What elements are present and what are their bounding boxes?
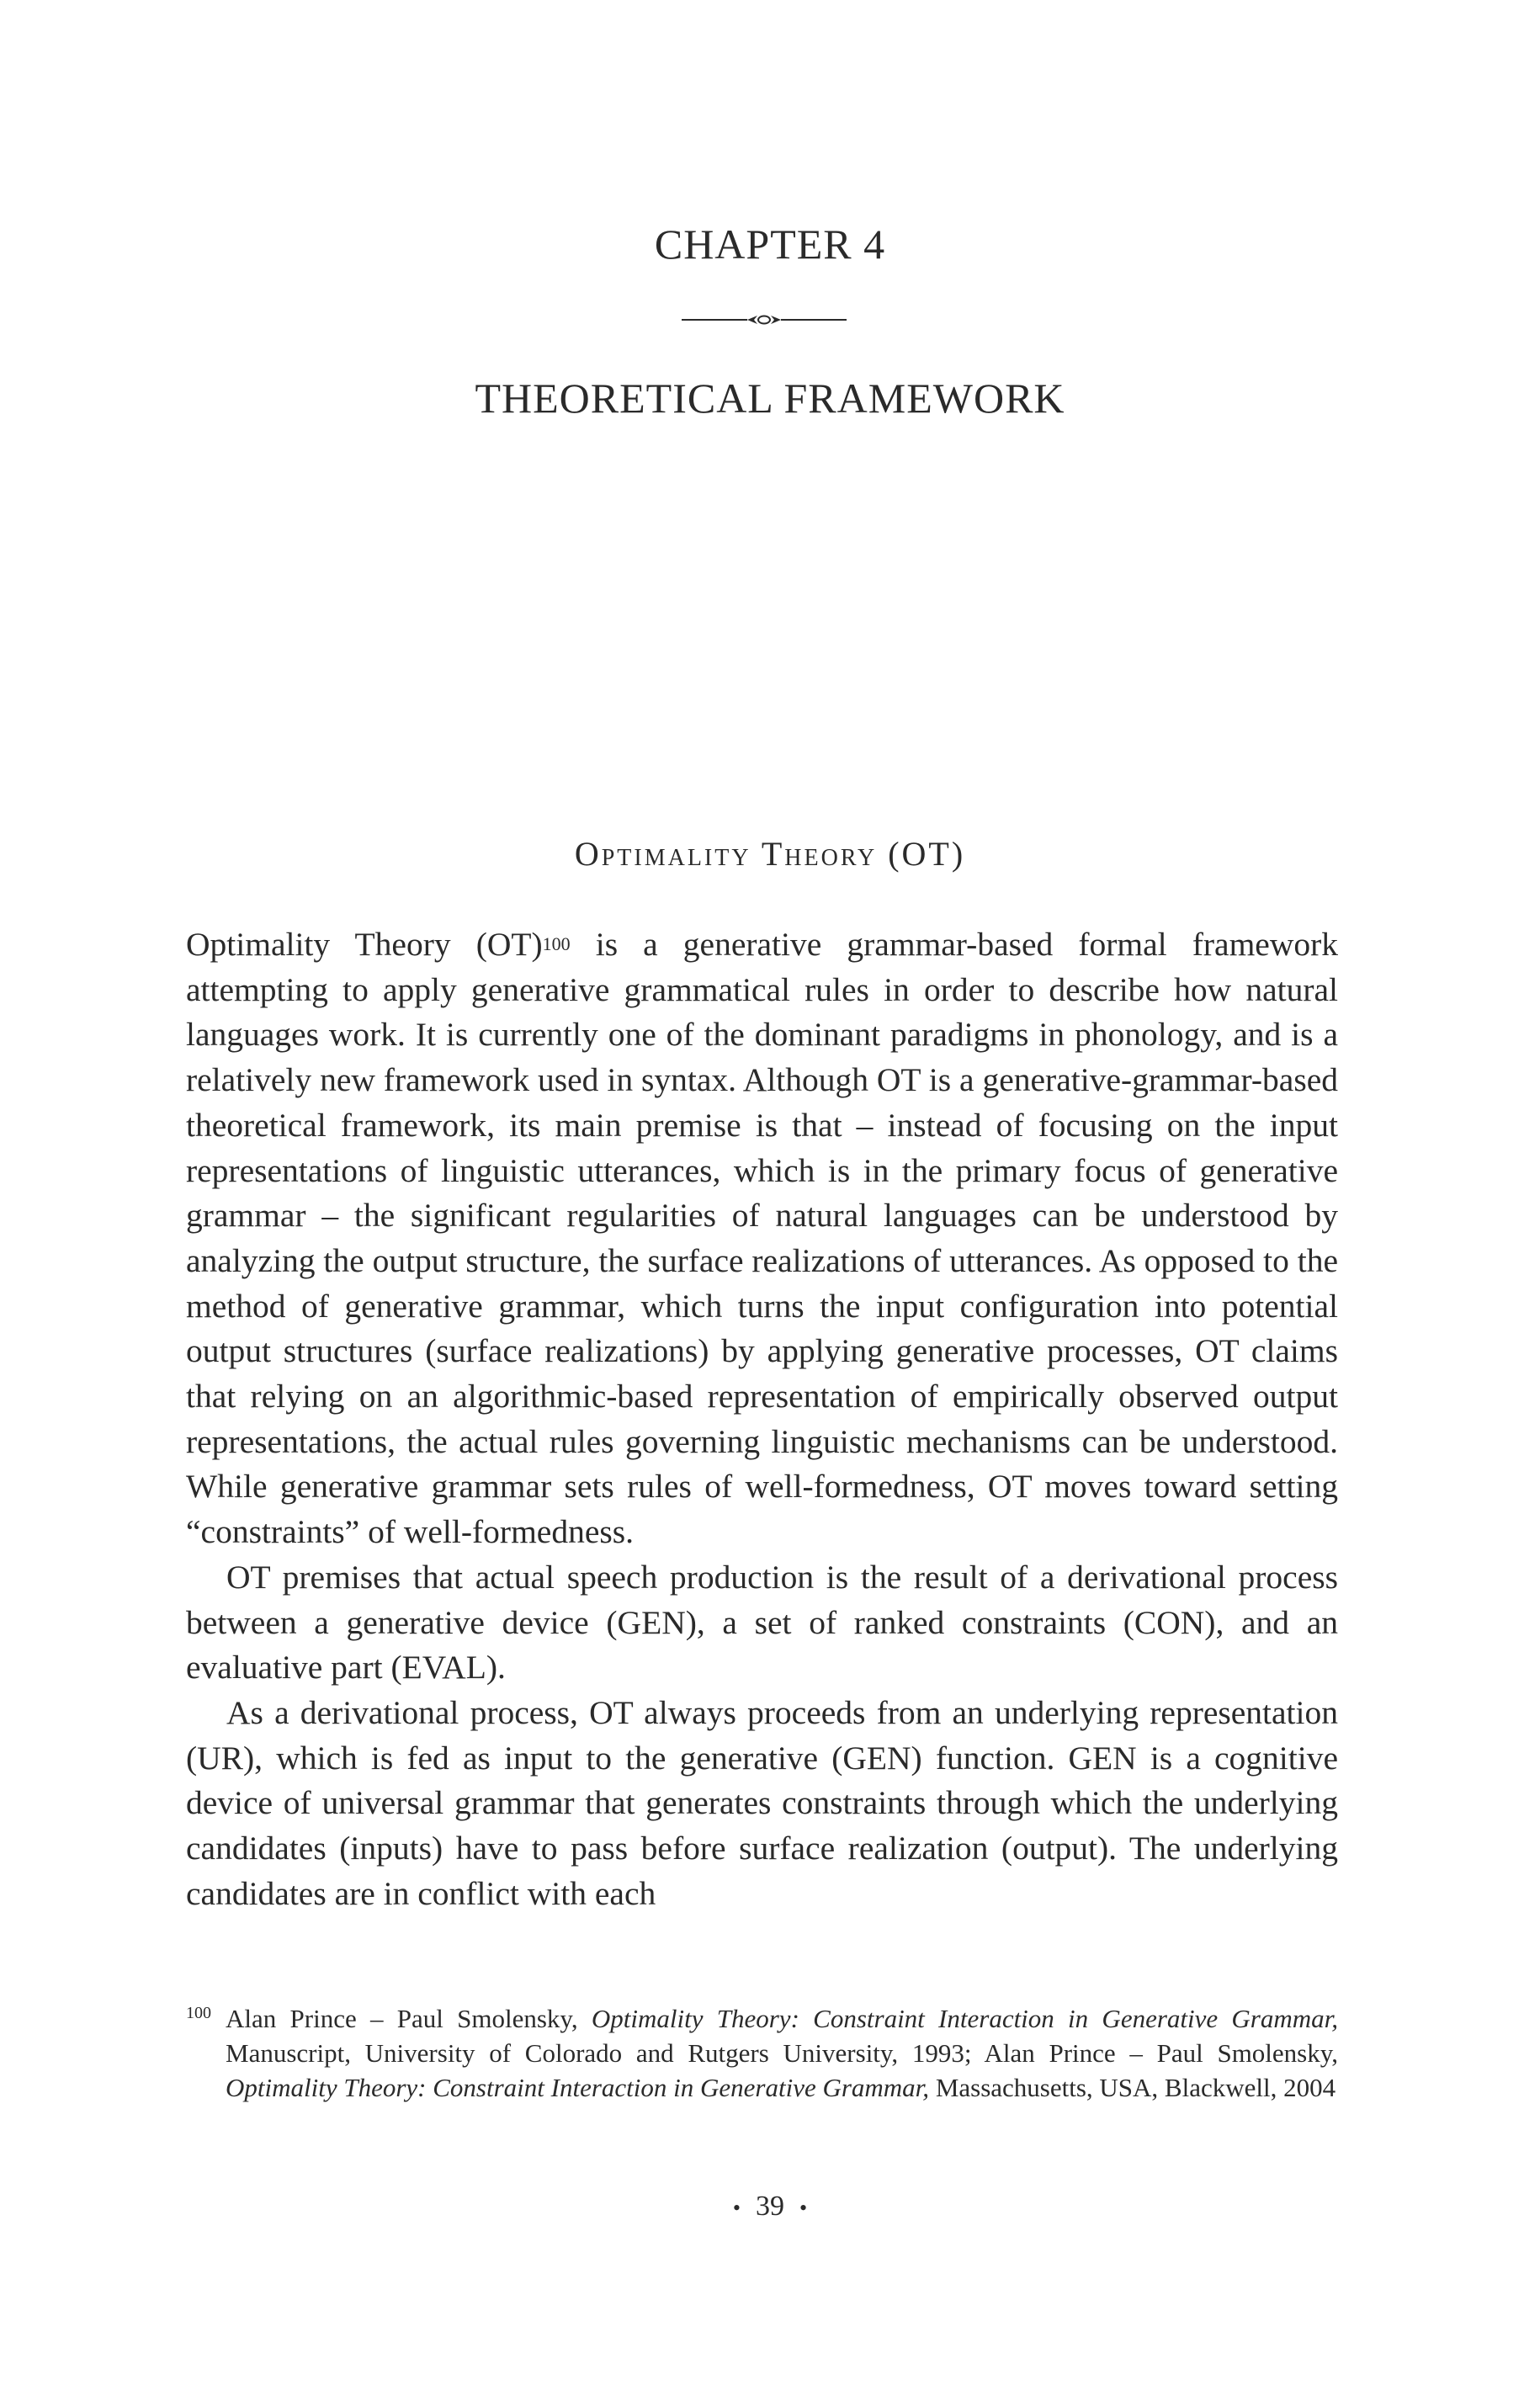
section-heading: Optimality Theory (OT) — [574, 835, 966, 873]
chapter-title: THEORETICAL FRAMEWORK — [475, 374, 1065, 422]
paragraph-1 — [186, 922, 1338, 1555]
bullet-left-icon: • — [732, 2196, 741, 2221]
footnote — [186, 2001, 1338, 2105]
body-text — [186, 922, 1338, 1916]
page-number: 39 — [756, 2191, 784, 2222]
paragraph-2: OT premises that actual speech production is the result of a derivational process between a generative device (GEN), a set of ranked constraints (CON), and an evaluative part (EVAL). — [186, 1558, 1338, 1686]
paragraph-3: As a derivational process, OT always proceeds from an underlying representation (UR), which is fed as input to the generative (GEN) function. GEN is a cognitive device of universal grammar that generates constraints through which the underlying candidates (inputs) have to pass before surface realization (output). The underlying candidates are in conflict with each — [186, 1693, 1338, 1912]
footnote-text — [226, 2001, 1338, 2105]
footnote-number: 100 — [186, 2004, 211, 2022]
footnote-part-e: Massachusetts, USA, Blackwell, 2004 — [929, 2073, 1336, 2102]
page-number-footer — [0, 2192, 1540, 2221]
ornament-divider-icon — [680, 310, 848, 330]
bullet-right-icon: • — [799, 2196, 808, 2221]
footnote-reference[interactable]: 100 — [542, 933, 571, 954]
paragraph-1-start: Optimality Theory (OT) — [186, 926, 543, 963]
footnote-title-2: Optimality Theory: Constraint Interaction in Generative Grammar, — [226, 2073, 930, 2102]
footnote-title-1: Optimality Theory: Constraint Interaction in Generative Grammar, — [591, 2004, 1339, 2033]
paragraph-1-rest: is a generative grammar-based formal framework attempting to apply generative grammatical rules in order to describe how natural languages work. It is currently one of the dominant paradigms in phonology, and is a relatively new framework used in syntax. Although OT is a generative-grammar-based theoretical framework, its main premise is that – instead of focusing on the input representations of linguistic utterances, which is in the primary focus of generative grammar – the significant regularities of natural languages can be understood by analyzing the output structure, the surface realizations of utterances. As opposed to the method of generative grammar, which turns the input configuration into potential output structures (surface realizations) by applying generative processes, OT claims that relying on an algorithmic-based representation of empirically observed output representations, the actual rules governing linguistic mechanisms can be understood. While generative grammar sets rules of well-formedness, OT moves toward setting “constraints” of well-formedness. — [186, 926, 1338, 1551]
footnote-part-a: Alan Prince – Paul Smolensky, — [226, 2004, 592, 2033]
footnote-part-c: Manuscript, University of Colorado and Rutgers University, 1993; Alan Prince – Paul Smolensky, — [226, 2038, 1338, 2068]
chapter-label: CHAPTER 4 — [654, 220, 886, 268]
